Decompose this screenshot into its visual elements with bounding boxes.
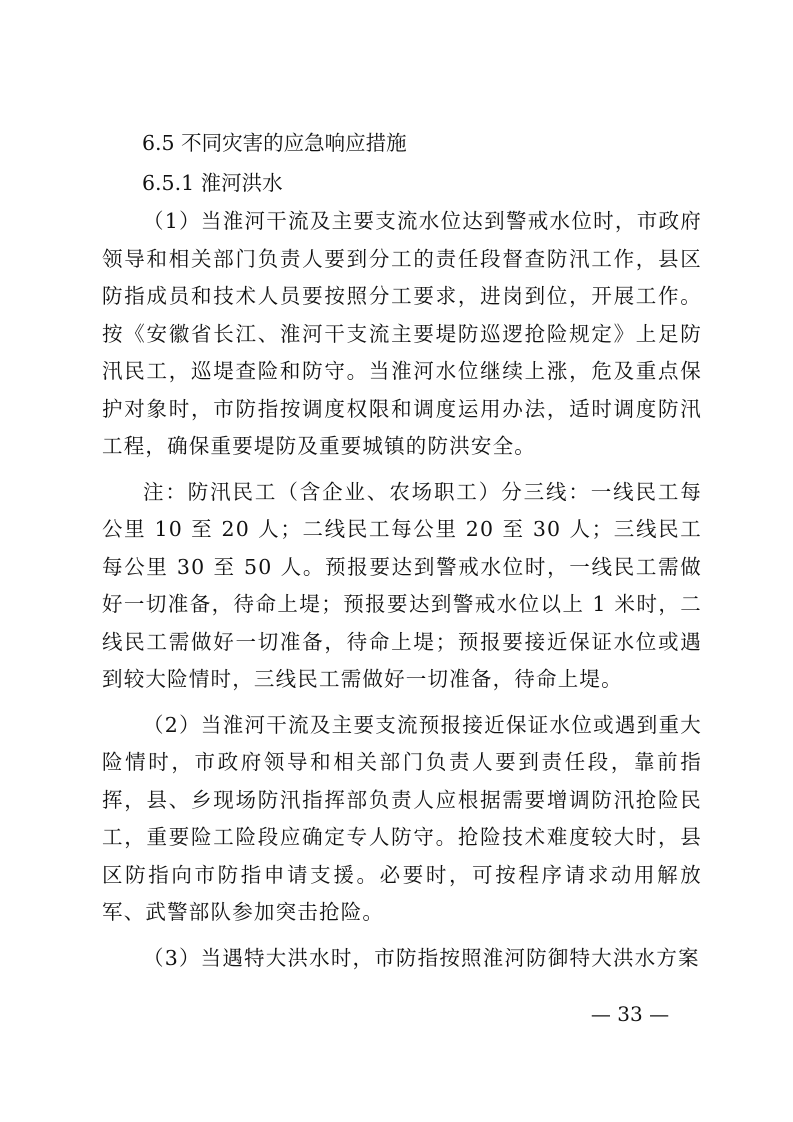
- paragraph-note: 注：防汛民工（含企业、农场职工）分三线：一线民工每公里 10 至 20 人；二线民工每公里 20 至 30 人；三线民工每公里 30 至 50 人。预报要达到警戒水位时，一线民工需做好一切准备，待命上堤；预报要达到警戒水位以上 1 米时，二线民工需做好一切准备，待命上堤；预报要接近保证水位或遇到较大险情时，三线民工需做好一切准备，待命上堤。: [102, 479, 702, 691]
- page-body: [102, 125, 702, 977]
- page-number: — 33 —: [590, 1002, 670, 1026]
- paragraph-3: （3）当遇特大洪水时，市防指按照淮河防御特大洪水方案: [143, 945, 700, 970]
- paragraph-2: （2）当淮河干流及主要支流预报接近保证水位或遇到重大险情时，市政府领导和相关部门负责人要到责任段，靠前指挥，县、乡现场防汛指挥部负责人应根据需要增调防汛抢险民工，重要险工险段应确定专人防守。抢险技术难度较大时，县区防指向市防指申请支援。必要时，可按程序请求动用解放军、武警部队参加突击抢险。: [102, 712, 702, 924]
- paragraph-1: （1）当淮河干流及主要支流水位达到警戒水位时，市政府领导和相关部门负责人要到分工的责任段督查防汛工作，县区防指成员和技术人员要按照分工要求，进岗到位，开展工作。按《安徽省长江、淮河干支流主要堤防巡逻抢险规定》上足防汛民工，巡堤查险和防守。当淮河水位继续上涨，危及重点保护对象时，市防指按调度权限和调度运用办法，适时调度防汛工程，确保重要堤防及重要城镇的防洪安全。: [102, 209, 702, 458]
- subsection-heading: 6.5.1 淮河洪水: [142, 171, 283, 195]
- section-heading: 6.5 不同灾害的应急响应措施: [142, 131, 407, 155]
